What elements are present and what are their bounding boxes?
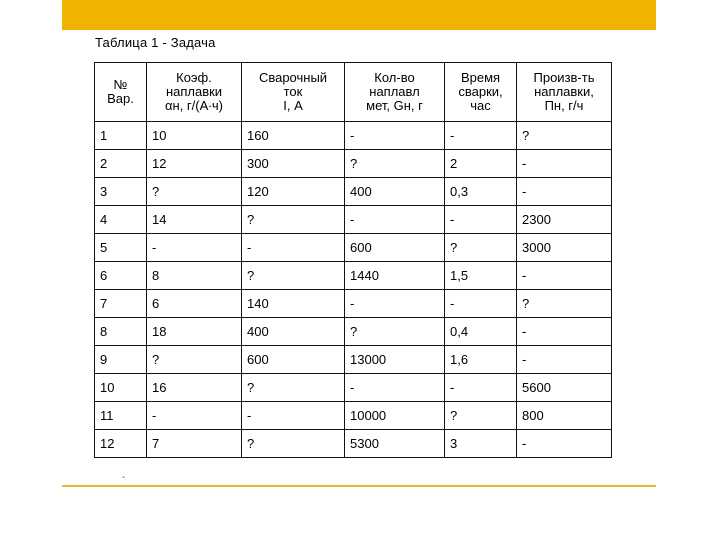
- table-cell: 13000: [345, 346, 445, 374]
- table-cell: 6: [147, 290, 242, 318]
- table-cell: 8: [95, 318, 147, 346]
- table-cell: ?: [147, 178, 242, 206]
- column-header-line: наплавки,: [534, 84, 594, 99]
- table-cell: 3: [95, 178, 147, 206]
- table-cell: ?: [445, 234, 517, 262]
- table-cell: ?: [147, 346, 242, 374]
- table-row: [95, 374, 612, 402]
- table-cell: 160: [242, 122, 345, 150]
- table-caption: Таблица 1 - Задача: [95, 35, 216, 50]
- table-cell: 3000: [517, 234, 612, 262]
- table-cell: -: [517, 178, 612, 206]
- table-cell: ?: [242, 262, 345, 290]
- table-cell: -: [445, 374, 517, 402]
- table-row: [95, 206, 612, 234]
- table-cell: 4: [95, 206, 147, 234]
- table-cell: ?: [242, 430, 345, 458]
- table-cell: -: [517, 430, 612, 458]
- table-cell: ?: [345, 150, 445, 178]
- table-cell: 11: [95, 402, 147, 430]
- column-header-5: [445, 63, 517, 122]
- column-header-line: №: [113, 77, 128, 92]
- column-header-line: ток: [283, 84, 303, 99]
- table-row: [95, 150, 612, 178]
- table-row: [95, 122, 612, 150]
- table-cell: 120: [242, 178, 345, 206]
- table-cell: 2300: [517, 206, 612, 234]
- column-header-line: мет, Gн, г: [366, 98, 423, 113]
- column-header-line: наплавл: [369, 84, 420, 99]
- table-cell: 12: [95, 430, 147, 458]
- table-cell: 400: [242, 318, 345, 346]
- table-cell: -: [345, 206, 445, 234]
- column-header-line: Произв-ть: [533, 70, 595, 85]
- table-cell: -: [517, 346, 612, 374]
- table-cell: -: [242, 234, 345, 262]
- table-cell: -: [517, 262, 612, 290]
- table-cell: 300: [242, 150, 345, 178]
- table-cell: -: [517, 150, 612, 178]
- table-cell: -: [517, 318, 612, 346]
- table-cell: 1,5: [445, 262, 517, 290]
- table-cell: 10000: [345, 402, 445, 430]
- footnote-mark: -: [122, 472, 126, 483]
- table-cell: ?: [445, 402, 517, 430]
- table-cell: 140: [242, 290, 345, 318]
- table-cell: -: [445, 290, 517, 318]
- table-body: [95, 122, 612, 458]
- table-cell: 5600: [517, 374, 612, 402]
- column-header-1: [95, 63, 147, 122]
- column-header-3: [242, 63, 345, 122]
- table-cell: 5: [95, 234, 147, 262]
- table-cell: 6: [95, 262, 147, 290]
- table-cell: ?: [517, 290, 612, 318]
- column-header-line: αн, г/(А∙ч): [165, 98, 223, 113]
- table-row: [95, 346, 612, 374]
- table-cell: 12: [147, 150, 242, 178]
- table-cell: 8: [147, 262, 242, 290]
- table-cell: 2: [445, 150, 517, 178]
- table-cell: 10: [95, 374, 147, 402]
- table-row: [95, 318, 612, 346]
- column-header-line: Пн, г/ч: [544, 98, 584, 113]
- table-cell: 600: [242, 346, 345, 374]
- column-header-2: [147, 63, 242, 122]
- task-table: [94, 62, 612, 458]
- table-cell: 0,4: [445, 318, 517, 346]
- table-cell: 400: [345, 178, 445, 206]
- column-header-6: [517, 63, 612, 122]
- table-cell: -: [147, 402, 242, 430]
- table-cell: 14: [147, 206, 242, 234]
- table-cell: -: [147, 234, 242, 262]
- table-cell: 10: [147, 122, 242, 150]
- table-cell: -: [345, 290, 445, 318]
- table-cell: 7: [95, 290, 147, 318]
- table-cell: 3: [445, 430, 517, 458]
- table-cell: 1: [95, 122, 147, 150]
- table-cell: ?: [242, 206, 345, 234]
- table-row: [95, 262, 612, 290]
- column-header-line: Вар.: [107, 91, 134, 106]
- table-cell: ?: [517, 122, 612, 150]
- table-cell: 7: [147, 430, 242, 458]
- table-row: [95, 402, 612, 430]
- table-row: [95, 430, 612, 458]
- table-row: [95, 178, 612, 206]
- table-cell: ?: [345, 318, 445, 346]
- column-header-line: Сварочный: [258, 70, 328, 85]
- column-header-line: час: [470, 98, 491, 113]
- column-header-line: Коэф.: [176, 70, 212, 85]
- table-cell: 1,6: [445, 346, 517, 374]
- table-cell: 16: [147, 374, 242, 402]
- table-cell: 18: [147, 318, 242, 346]
- column-header-line: I, А: [283, 98, 303, 113]
- column-header-line: Время: [460, 70, 501, 85]
- top-accent-bar: [62, 0, 656, 30]
- table-cell: -: [242, 402, 345, 430]
- bottom-rule: [62, 485, 656, 487]
- column-header-4: [345, 63, 445, 122]
- table-cell: 9: [95, 346, 147, 374]
- table-cell: 800: [517, 402, 612, 430]
- column-header-line: сварки,: [458, 84, 503, 99]
- table-row: [95, 234, 612, 262]
- table-cell: 5300: [345, 430, 445, 458]
- table-cell: ?: [242, 374, 345, 402]
- table-cell: -: [345, 122, 445, 150]
- column-header-line: Кол-во: [374, 70, 415, 85]
- table-header-row: [95, 63, 612, 122]
- table-cell: 2: [95, 150, 147, 178]
- table-cell: 1440: [345, 262, 445, 290]
- table-cell: -: [345, 374, 445, 402]
- table-cell: -: [445, 122, 517, 150]
- column-header-line: наплавки: [165, 84, 223, 99]
- table-row: [95, 290, 612, 318]
- table-cell: -: [445, 206, 517, 234]
- table-cell: 0,3: [445, 178, 517, 206]
- table-cell: 600: [345, 234, 445, 262]
